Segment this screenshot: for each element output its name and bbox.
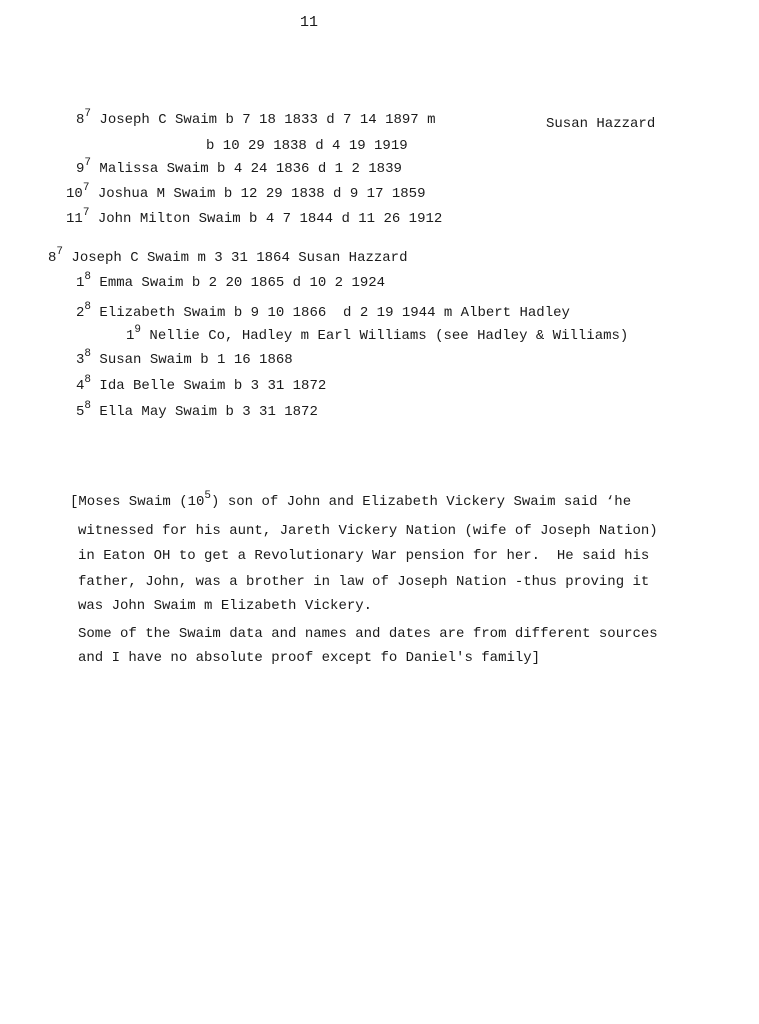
note-line: witnessed for his aunt, Jareth Vickery Nation (wife of Joseph Nation) [78,523,658,539]
list-item: $1^8$ Emma Swaim b 2 20 1865 d 10 2 1924 [76,271,386,291]
list-item: $4^8$ Ida Belle Swaim b 3 31 1872 [76,374,327,394]
list-item: $11^7$ John Milton Swaim b 4 7 1844 d 11 26 1912 [66,207,443,227]
note-line: [Moses Swaim $(10^5)$ son of John and Elizabeth Vickery Swaim said ‘he [70,490,632,510]
note-line: was John Swaim m Elizabeth Vickery. [78,598,373,614]
list-item-continuation: b 10 29 1838 d 4 19 1919 [206,138,408,154]
note-line: and I have no absolute proof except fo Daniel's family] [78,650,541,666]
list-item: $9^7$ Malissa Swaim b 4 24 1836 d 1 2 1839 [76,157,402,177]
list-item: $8^7$ Joseph C Swaim b 7 18 1833 d 7 14 1897 m [76,108,436,128]
spouse-name: Susan Hazzard [546,116,656,132]
family-head: $8^7$ Joseph C Swaim m 3 31 1864 Susan Hazzard [48,246,408,266]
note-line: Some of the Swaim data and names and dates are from different sources [78,626,658,642]
list-item: $10^7$ Joshua M Swaim b 12 29 1838 d 9 17 1859 [66,182,426,202]
list-item: $2^8$ Elizabeth Swaim b 9 10 1866 d 2 19 1944 m Albert Hadley [76,301,570,321]
note-line: father, John, was a brother in law of Joseph Nation -thus proving it [78,574,650,590]
list-item-grandchild: $1^9$ Nellie Co, Hadley m Earl Williams (see Hadley & Williams) [126,324,629,344]
list-item: $5^8$ Ella May Swaim b 3 31 1872 [76,400,318,420]
note-line: in Eaton OH to get a Revolutionary War pension for her. He said his [78,548,650,564]
page-number: 11 [300,14,319,31]
list-item: $3^8$ Susan Swaim b 1 16 1868 [76,348,293,368]
